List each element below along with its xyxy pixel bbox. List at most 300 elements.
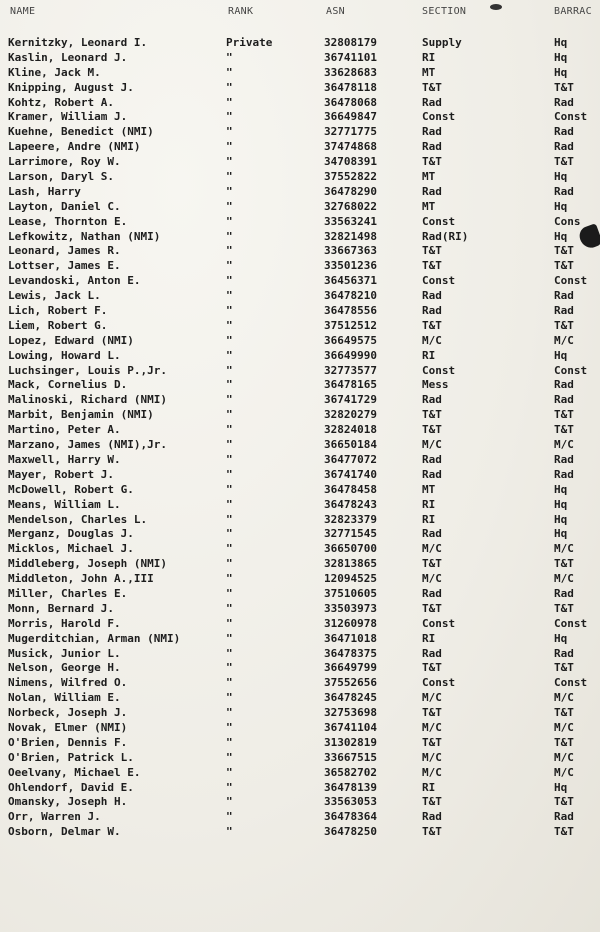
cell-name: Larson, Daryl S.	[8, 170, 114, 184]
table-row	[0, 438, 600, 453]
cell-rank: Private	[226, 36, 273, 49]
cell-barracks: Hq	[554, 65, 568, 79]
cell-asn: 33563053	[324, 795, 377, 809]
cell-name: Larrimore, Roy W.	[8, 155, 121, 169]
cell-name: Kohtz, Robert A.	[8, 95, 114, 109]
table-row	[0, 557, 600, 572]
cell-rank: "	[226, 557, 233, 571]
table-row	[0, 751, 600, 766]
cell-barracks: T&T	[554, 706, 574, 720]
cell-name: Malinoski, Richard (NMI)	[8, 393, 167, 407]
cell-section: T&T	[422, 601, 442, 615]
cell-barracks: Hq	[554, 348, 568, 362]
cell-barracks: Hq	[554, 780, 568, 794]
cell-rank: "	[226, 825, 233, 839]
cell-barracks: Rad	[554, 452, 574, 466]
cell-name: Lowing, Howard L.	[8, 348, 121, 362]
cell-rank: "	[226, 467, 233, 481]
cell-barracks: Const	[554, 274, 588, 288]
cell-rank: "	[226, 378, 233, 392]
cell-section: M/C	[422, 438, 442, 452]
table-row	[0, 498, 600, 513]
cell-rank: "	[226, 646, 233, 660]
cell-name: Knipping, August J.	[8, 80, 134, 94]
cell-section: Const	[422, 214, 456, 228]
header-asn: ASN	[326, 6, 345, 17]
table-row	[0, 304, 600, 319]
cell-name: Norbeck, Joseph J.	[8, 706, 128, 720]
header-rank: RANK	[228, 6, 254, 17]
table-row	[0, 81, 600, 96]
table-row	[0, 230, 600, 245]
cell-asn: 37510605	[324, 586, 377, 600]
cell-rank: "	[226, 333, 233, 347]
cell-name: Layton, Daniel C.	[8, 199, 121, 213]
table-row	[0, 766, 600, 781]
cell-name: Lash, Harry	[8, 184, 81, 198]
cell-barracks: Const	[554, 676, 588, 690]
cell-asn: 32771775	[324, 125, 377, 139]
cell-name: Leonard, James R.	[8, 244, 121, 258]
table-row	[0, 289, 600, 304]
column-header-row	[0, 2, 600, 22]
cell-name: Morris, Harold F.	[8, 616, 121, 630]
cell-barracks: T&T	[554, 795, 574, 809]
cell-asn: 31302819	[324, 735, 377, 749]
cell-section: T&T	[422, 706, 442, 720]
cell-name: Mendelson, Charles L.	[8, 512, 148, 526]
cell-asn: 36478139	[324, 780, 377, 794]
table-row	[0, 825, 600, 840]
cell-name: Middleberg, Joseph (NMI)	[8, 557, 167, 571]
cell-rank: "	[226, 199, 233, 213]
cell-barracks: Hq	[554, 512, 568, 526]
cell-section: Rad	[422, 289, 442, 303]
cell-section: Const	[422, 363, 456, 377]
cell-barracks: Rad	[554, 467, 574, 481]
table-row	[0, 691, 600, 706]
cell-asn: 32821498	[324, 229, 377, 243]
cell-asn: 32823379	[324, 512, 377, 526]
cell-asn: 37512512	[324, 318, 377, 332]
cell-asn: 36478375	[324, 646, 377, 660]
cell-barracks: M/C	[554, 720, 574, 734]
cell-name: Marbit, Benjamin (NMI)	[8, 408, 154, 422]
cell-barracks: Hq	[554, 482, 568, 496]
cell-section: M/C	[422, 333, 442, 347]
cell-name: Micklos, Michael J.	[8, 542, 134, 556]
cell-barracks: Rad	[554, 289, 574, 303]
cell-name: Martino, Peter A.	[8, 423, 121, 437]
cell-rank: "	[226, 527, 233, 541]
cell-section: Rad	[422, 304, 442, 318]
cell-asn: 36456371	[324, 274, 377, 288]
cell-rank: "	[226, 214, 233, 228]
cell-barracks: Rad	[554, 378, 574, 392]
cell-barracks: T&T	[554, 423, 574, 437]
cell-barracks: Hq	[554, 36, 568, 49]
cell-rank: "	[226, 452, 233, 466]
cell-barracks: Rad	[554, 810, 574, 824]
cell-barracks: M/C	[554, 750, 574, 764]
cell-asn: 32820279	[324, 408, 377, 422]
table-row	[0, 36, 600, 51]
cell-section: RI	[422, 348, 436, 362]
table-row	[0, 706, 600, 721]
cell-rank: "	[226, 348, 233, 362]
cell-asn: 36478458	[324, 482, 377, 496]
cell-section: T&T	[422, 155, 442, 169]
cell-section: T&T	[422, 259, 442, 273]
cell-barracks: Hq	[554, 527, 568, 541]
cell-barracks: Hq	[554, 170, 568, 184]
cell-section: Rad	[422, 527, 442, 541]
cell-section: RI	[422, 50, 436, 64]
cell-rank: "	[226, 155, 233, 169]
cell-barracks: Hq	[554, 50, 568, 64]
table-row	[0, 349, 600, 364]
cell-barracks: M/C	[554, 542, 574, 556]
cell-barracks: Hq	[554, 497, 568, 511]
cell-section: MT	[422, 65, 436, 79]
cell-rank: "	[226, 780, 233, 794]
cell-rank: "	[226, 735, 233, 749]
cell-section: MT	[422, 482, 436, 496]
cell-asn: 33563241	[324, 214, 377, 228]
cell-asn: 33667515	[324, 750, 377, 764]
cell-barracks: M/C	[554, 765, 574, 779]
cell-section: Const	[422, 616, 456, 630]
cell-section: T&T	[422, 735, 442, 749]
cell-asn: 36649847	[324, 110, 377, 124]
cell-rank: "	[226, 274, 233, 288]
cell-rank: "	[226, 482, 233, 496]
table-row	[0, 244, 600, 259]
cell-asn: 32824018	[324, 423, 377, 437]
cell-rank: "	[226, 542, 233, 556]
cell-name: Mugerditchian, Arman (NMI)	[8, 631, 181, 645]
cell-asn: 32768022	[324, 199, 377, 213]
cell-barracks: T&T	[554, 80, 574, 94]
cell-section: M/C	[422, 542, 442, 556]
table-row	[0, 259, 600, 274]
cell-asn: 36741101	[324, 50, 377, 64]
cell-barracks: Rad	[554, 586, 574, 600]
cell-asn: 36741740	[324, 467, 377, 481]
cell-name: Lefkowitz, Nathan (NMI)	[8, 229, 161, 243]
cell-name: Kramer, William J.	[8, 110, 128, 124]
cell-rank: "	[226, 95, 233, 109]
cell-section: Rad	[422, 125, 442, 139]
cell-name: Omansky, Joseph H.	[8, 795, 128, 809]
cell-rank: "	[226, 601, 233, 615]
cell-section: MT	[422, 170, 436, 184]
cell-barracks: Hq	[554, 631, 568, 645]
cell-section: Rad	[422, 586, 442, 600]
table-row	[0, 527, 600, 542]
header-name: NAME	[10, 6, 36, 17]
cell-section: T&T	[422, 318, 442, 332]
cell-barracks: Rad	[554, 393, 574, 407]
table-row	[0, 110, 600, 125]
cell-barracks: M/C	[554, 691, 574, 705]
cell-section: Rad	[422, 646, 442, 660]
table-row	[0, 453, 600, 468]
cell-section: Rad	[422, 393, 442, 407]
cell-rank: "	[226, 497, 233, 511]
table-row	[0, 781, 600, 796]
cell-name: Marzano, James (NMI),Jr.	[8, 438, 167, 452]
cell-rank: "	[226, 304, 233, 318]
cell-asn: 36478245	[324, 691, 377, 705]
cell-name: Means, William L.	[8, 497, 121, 511]
cell-name: Lottser, James E.	[8, 259, 121, 273]
cell-rank: "	[226, 363, 233, 377]
cell-name: Osborn, Delmar W.	[8, 825, 121, 839]
table-row	[0, 66, 600, 81]
cell-name: Musick, Junior L.	[8, 646, 121, 660]
cell-barracks: Const	[554, 110, 588, 124]
table-row	[0, 617, 600, 632]
cell-barracks: Const	[554, 363, 588, 377]
cell-barracks: Rad	[554, 125, 574, 139]
cell-name: Ohlendorf, David E.	[8, 780, 134, 794]
cell-asn: 37552656	[324, 676, 377, 690]
cell-section: T&T	[422, 661, 442, 675]
cell-asn: 36478250	[324, 825, 377, 839]
cell-section: M/C	[422, 750, 442, 764]
cell-rank: "	[226, 661, 233, 675]
table-row	[0, 140, 600, 155]
cell-rank: "	[226, 393, 233, 407]
cell-name: Levandoski, Anton E.	[8, 274, 141, 288]
cell-barracks: T&T	[554, 408, 574, 422]
cell-asn: 36477072	[324, 452, 377, 466]
cell-rank: "	[226, 408, 233, 422]
roster-table	[0, 36, 600, 840]
cell-name: O'Brien, Patrick L.	[8, 750, 134, 764]
cell-asn: 33628683	[324, 65, 377, 79]
cell-rank: "	[226, 80, 233, 94]
table-row	[0, 468, 600, 483]
cell-section: T&T	[422, 557, 442, 571]
cell-name: Kline, Jack M.	[8, 65, 101, 79]
cell-asn: 36741104	[324, 720, 377, 734]
cell-barracks: Rad	[554, 95, 574, 109]
cell-asn: 36478556	[324, 304, 377, 318]
cell-name: O'Brien, Dennis F.	[8, 735, 128, 749]
cell-barracks: Rad	[554, 140, 574, 154]
cell-asn: 36649799	[324, 661, 377, 675]
cell-section: Rad	[422, 140, 442, 154]
cell-section: RI	[422, 780, 436, 794]
cell-name: Lewis, Jack L.	[8, 289, 101, 303]
cell-rank: "	[226, 720, 233, 734]
cell-name: Liem, Robert G.	[8, 318, 108, 332]
cell-name: McDowell, Robert G.	[8, 482, 134, 496]
cell-name: Luchsinger, Louis P.,Jr.	[8, 363, 167, 377]
table-row	[0, 423, 600, 438]
table-row	[0, 542, 600, 557]
cell-asn: 32771545	[324, 527, 377, 541]
cell-section: Rad	[422, 467, 442, 481]
cell-barracks: Hq	[554, 199, 568, 213]
cell-rank: "	[226, 140, 233, 154]
cell-name: Lich, Robert F.	[8, 304, 108, 318]
cell-rank: "	[226, 110, 233, 124]
cell-barracks: Const	[554, 616, 588, 630]
cell-asn: 31260978	[324, 616, 377, 630]
cell-rank: "	[226, 438, 233, 452]
cell-section: Rad	[422, 95, 442, 109]
cell-section: Rad(RI)	[422, 229, 469, 243]
cell-name: Kaslin, Leonard J.	[8, 50, 128, 64]
cell-barracks: T&T	[554, 259, 574, 273]
cell-asn: 36478290	[324, 184, 377, 198]
cell-asn: 36478118	[324, 80, 377, 94]
table-row	[0, 483, 600, 498]
cell-name: Orr, Warren J.	[8, 810, 101, 824]
cell-asn: 36471018	[324, 631, 377, 645]
cell-asn: 32813865	[324, 557, 377, 571]
cell-asn: 32753698	[324, 706, 377, 720]
cell-asn: 36649575	[324, 333, 377, 347]
cell-rank: "	[226, 810, 233, 824]
cell-asn: 36650700	[324, 542, 377, 556]
table-row	[0, 572, 600, 587]
cell-section: M/C	[422, 691, 442, 705]
cell-name: Lapeere, Andre (NMI)	[8, 140, 141, 154]
cell-barracks: T&T	[554, 601, 574, 615]
cell-barracks: T&T	[554, 825, 574, 839]
cell-rank: "	[226, 50, 233, 64]
cell-rank: "	[226, 423, 233, 437]
cell-asn: 36478068	[324, 95, 377, 109]
cell-rank: "	[226, 259, 233, 273]
table-row	[0, 170, 600, 185]
cell-section: RI	[422, 497, 436, 511]
cell-asn: 32773577	[324, 363, 377, 377]
table-row	[0, 602, 600, 617]
cell-rank: "	[226, 184, 233, 198]
cell-asn: 37552822	[324, 170, 377, 184]
cell-asn: 36478243	[324, 497, 377, 511]
cell-asn: 33503973	[324, 601, 377, 615]
cell-section: Rad	[422, 810, 442, 824]
cell-rank: "	[226, 765, 233, 779]
cell-section: Supply	[422, 36, 462, 49]
cell-rank: "	[226, 691, 233, 705]
cell-name: Novak, Elmer (NMI)	[8, 720, 128, 734]
cell-rank: "	[226, 631, 233, 645]
cell-rank: "	[226, 170, 233, 184]
cell-name: Middleton, John A.,III	[8, 572, 154, 586]
cell-asn: 37474868	[324, 140, 377, 154]
table-row	[0, 51, 600, 66]
cell-name: Mack, Cornelius D.	[8, 378, 128, 392]
table-row	[0, 647, 600, 662]
cell-asn: 12094525	[324, 572, 377, 586]
cell-barracks: Rad	[554, 184, 574, 198]
cell-barracks: T&T	[554, 244, 574, 258]
table-row	[0, 676, 600, 691]
cell-barracks: Rad	[554, 646, 574, 660]
cell-name: Lopez, Edward (NMI)	[8, 333, 134, 347]
cell-section: T&T	[422, 795, 442, 809]
cell-name: Nimens, Wilfred O.	[8, 676, 128, 690]
cell-barracks: Rad	[554, 304, 574, 318]
cell-section: Rad	[422, 452, 442, 466]
cell-section: MT	[422, 199, 436, 213]
cell-rank: "	[226, 572, 233, 586]
cell-name: Merganz, Douglas J.	[8, 527, 134, 541]
cell-asn: 33667363	[324, 244, 377, 258]
cell-section: RI	[422, 631, 436, 645]
cell-rank: "	[226, 318, 233, 332]
cell-section: T&T	[422, 244, 442, 258]
table-row	[0, 632, 600, 647]
cell-section: T&T	[422, 423, 442, 437]
table-row	[0, 334, 600, 349]
cell-barracks: T&T	[554, 661, 574, 675]
cell-name: Maxwell, Harry W.	[8, 452, 121, 466]
table-row	[0, 274, 600, 289]
cell-rank: "	[226, 586, 233, 600]
cell-asn: 36741729	[324, 393, 377, 407]
cell-barracks: T&T	[554, 155, 574, 169]
cell-rank: "	[226, 229, 233, 243]
table-row	[0, 795, 600, 810]
cell-section: Const	[422, 110, 456, 124]
cell-name: Mayer, Robert J.	[8, 467, 114, 481]
cell-barracks: T&T	[554, 318, 574, 332]
table-row	[0, 215, 600, 230]
cell-asn: 36582702	[324, 765, 377, 779]
cell-asn: 36478210	[324, 289, 377, 303]
cell-rank: "	[226, 616, 233, 630]
cell-section: T&T	[422, 825, 442, 839]
header-section: SECTION	[422, 6, 467, 17]
cell-rank: "	[226, 795, 233, 809]
cell-section: M/C	[422, 765, 442, 779]
cell-barracks: M/C	[554, 438, 574, 452]
cell-section: T&T	[422, 80, 442, 94]
table-row	[0, 736, 600, 751]
cell-section: Rad	[422, 184, 442, 198]
table-row	[0, 661, 600, 676]
cell-asn: 34708391	[324, 155, 377, 169]
table-row	[0, 364, 600, 379]
cell-rank: "	[226, 244, 233, 258]
cell-name: Kuehne, Benedict (NMI)	[8, 125, 154, 139]
cell-asn: 36649990	[324, 348, 377, 362]
cell-section: M/C	[422, 572, 442, 586]
cell-barracks: M/C	[554, 333, 574, 347]
cell-section: RI	[422, 512, 436, 526]
table-row	[0, 721, 600, 736]
cell-barracks: T&T	[554, 557, 574, 571]
cell-rank: "	[226, 706, 233, 720]
cell-rank: "	[226, 512, 233, 526]
cell-rank: "	[226, 676, 233, 690]
cell-section: T&T	[422, 408, 442, 422]
table-row	[0, 378, 600, 393]
header-barracks: BARRAC	[554, 6, 592, 17]
table-row	[0, 513, 600, 528]
table-row	[0, 408, 600, 423]
table-row	[0, 185, 600, 200]
cell-rank: "	[226, 125, 233, 139]
